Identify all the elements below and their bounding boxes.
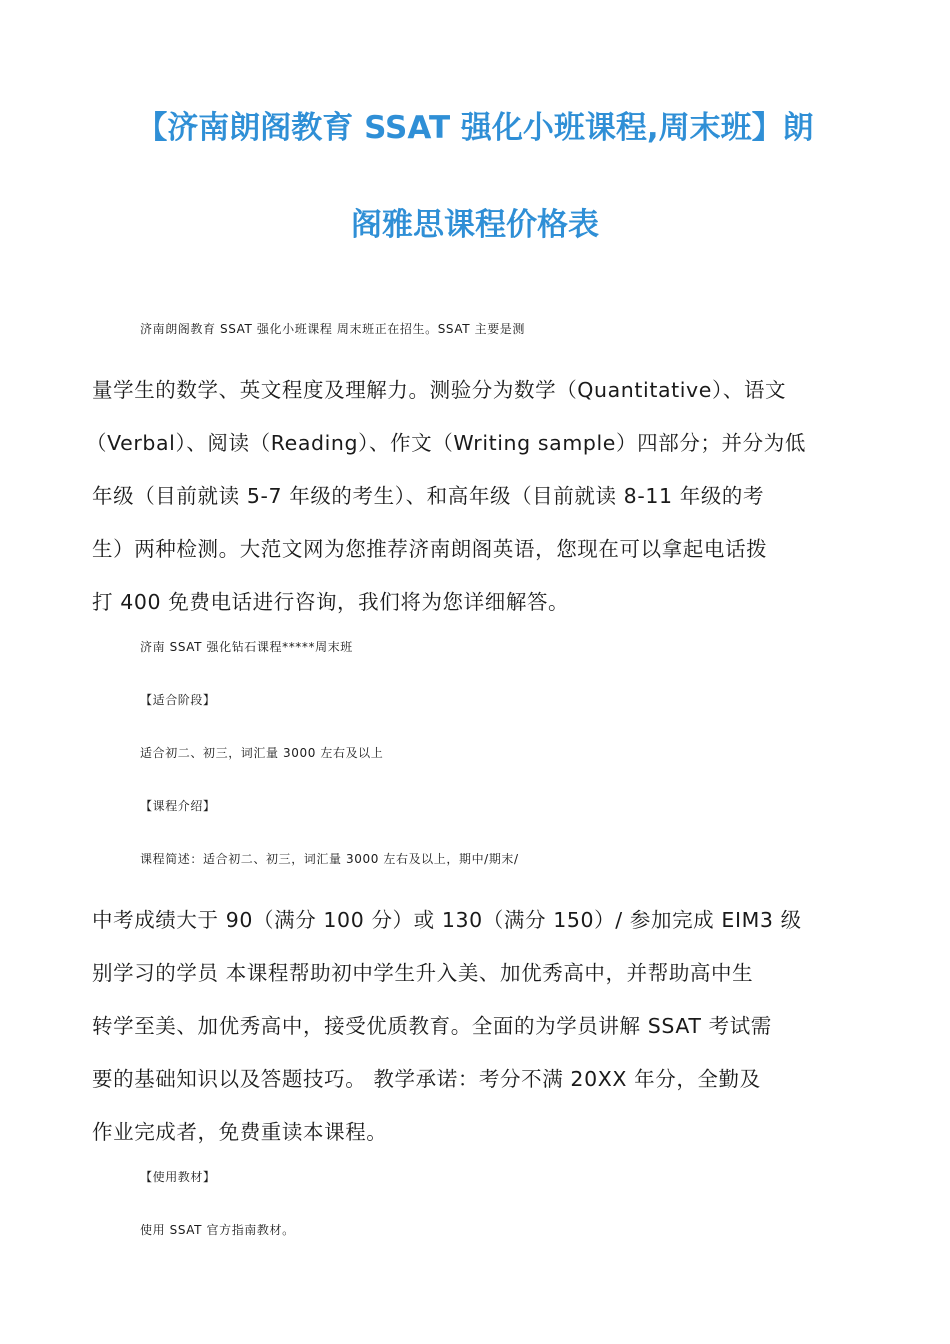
stage-text: 适合初二、初三，词汇量 3000 左右及以上 <box>140 746 384 760</box>
section-heading-intro: 【课程介绍】 <box>140 799 216 813</box>
material-text: 使用 SSAT 官方指南教材。 <box>140 1223 295 1237</box>
section-heading-stage: 【适合阶段】 <box>140 693 216 707</box>
course-desc-line-5: 要的基础知识以及答题技巧。 教学承诺：考分不满 20XX 年分，全勤及 <box>92 1067 761 1091</box>
intro-line-1: 济南朗阁教育 SSAT 强化小班课程 周末班正在招生。SSAT 主要是测 <box>140 322 525 336</box>
intro-line-6: 打 400 免费电话进行咨询，我们将为您详细解答。 <box>92 590 570 614</box>
page-title-line-1: 【济南朗阁教育 SSAT 强化小班课程,周末班】朗 <box>136 110 814 146</box>
intro-line-5: 生）两种检测。大范文网为您推荐济南朗阁英语，您现在可以拿起电话拨 <box>92 537 768 561</box>
page-title-line-2: 阁雅思课程价格表 <box>351 207 599 243</box>
section-heading-material: 【使用教材】 <box>140 1170 216 1184</box>
intro-line-4: 年级（目前就读 5-7 年级的考生）、和高年级（目前就读 8-11 年级的考 <box>92 484 765 508</box>
course-desc-line-1: 课程简述：适合初二、初三，词汇量 3000 左右及以上，期中/期末/ <box>140 852 519 866</box>
intro-line-3: （Verbal）、阅读（Reading）、作文（Writing sample）四部分；并分为低 <box>86 431 806 455</box>
course-desc-line-4: 转学至美、加优秀高中，接受优质教育。全面的为学员讲解 SSAT 考试需 <box>92 1014 772 1038</box>
course-desc-line-2: 中考成绩大于 90（满分 100 分）或 130（满分 150）/ 参加完成 EIM3 级 <box>92 908 802 932</box>
intro-line-2: 量学生的数学、英文程度及理解力。测验分为数学（Quantitative）、语文 <box>92 378 787 402</box>
course-desc-line-3: 别学习的学员 本课程帮助初中学生升入美、加优秀高中，并帮助高中生 <box>92 961 754 985</box>
course-desc-line-6: 作业完成者，免费重读本课程。 <box>92 1120 388 1144</box>
course-name: 济南 SSAT 强化钻石课程*****周末班 <box>140 640 353 654</box>
